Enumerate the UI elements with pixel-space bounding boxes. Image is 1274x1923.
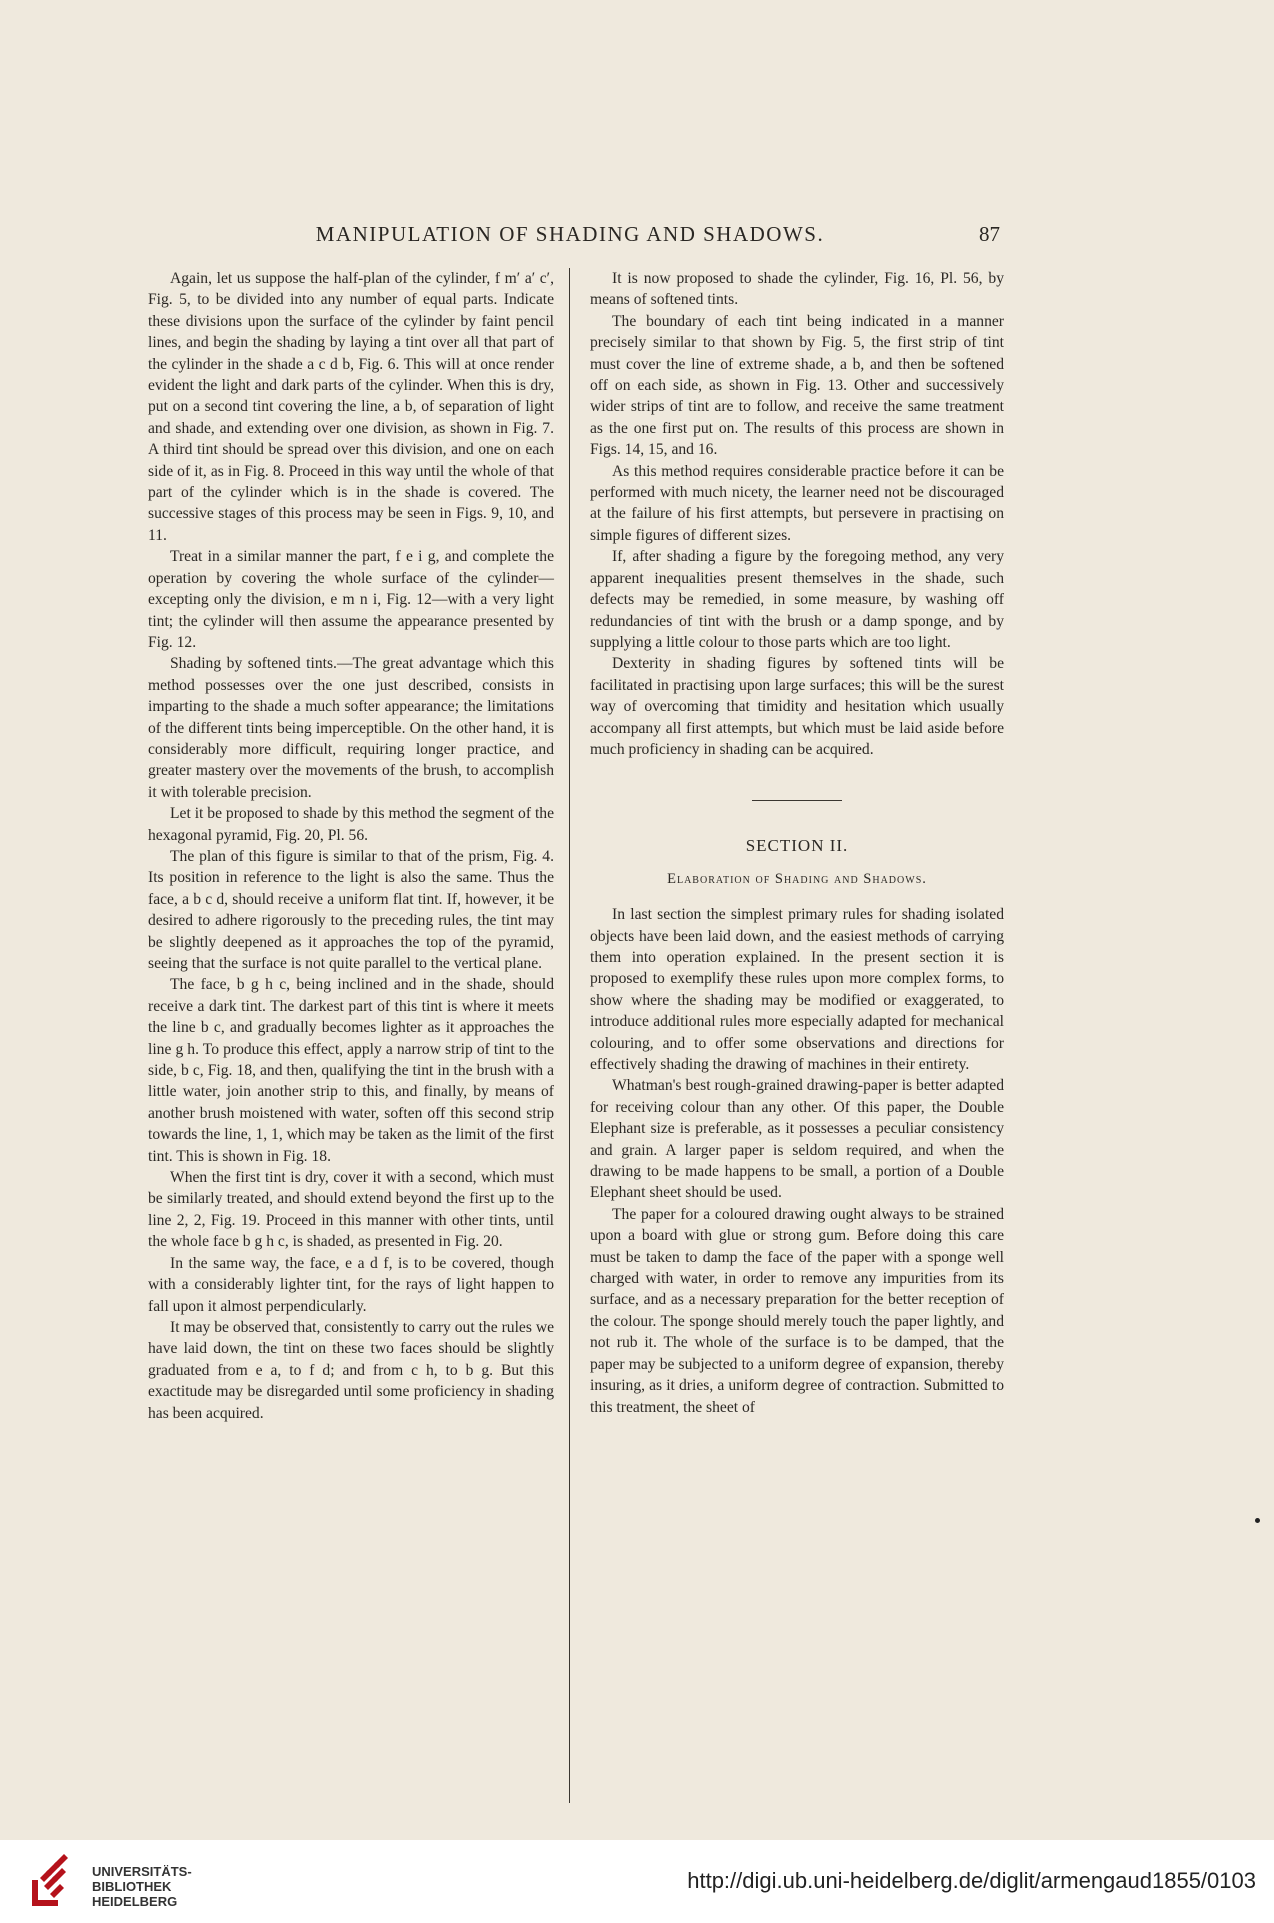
running-header — [140, 222, 1000, 252]
paragraph: The plan of this figure is similar to that of the prism, Fig. 4. Its position in reference to the light is also the same. Thus the face, a b c d, should receive a uniform flat tint. If, however, it be desired to adhere rigorously to the preceding rules, the tint may be slightly deepened as it approaches the top of the pyramid, seeing that the surface is not quite parallel to the vertical plane. — [148, 847, 554, 972]
paragraph: The face, b g h c, being inclined and in the shade, should receive a dark tint. The darkest part of this tint is where it meets the line b c, and gradually becomes lighter as it approaches the line g h. To produce this effect, apply a narrow strip of tint to the side, b c, Fig. 18, and then, qualifying the tint in the brush with a little water, join another strip to this, and finally, by means of another brush moistened with water, soften off this second strip towards the line, 1, 1, which may be taken as the limit of the first tint. This is shown in Fig. 18. — [148, 976, 554, 1165]
paragraph: The boundary of each tint being indicated in a manner precisely similar to that shown by Fig. 5, the first strip of tint must cover the line of extreme shade, a b, and then be softened off on each side, as shown in Fig. 13. Other and successively wider strips of tint are to follow, and receive the same treatment as the one first put on. The results of this process are shown in Figs. 14, 15, and 16. — [590, 312, 1004, 459]
paragraph: As this method requires considerable practice before it can be performed with much nicety, the learner need not be discouraged at the failure of his first attempts, but persevere in practising on simple figures of different sizes. — [590, 462, 1004, 544]
source-url-link[interactable]: http://digi.ub.uni-heidelberg.de/diglit/armengaud1855/0103 — [687, 1868, 1256, 1893]
paragraph: When the first tint is dry, cover it with a second, which must be similarly treated, and should extend beyond the first up to the line 2, 2, Fig. 19. Proceed in this manner with other tints, until the whole face b g h c, is shaded, as presented in Fig. 20. — [148, 1169, 554, 1251]
paragraph: It is now proposed to shade the cylinder, Fig. 16, Pl. 56, by means of softened tints. — [590, 270, 1004, 309]
paragraph: Let it be proposed to shade by this method the segment of the hexagonal pyramid, Fig. 20, Pl. 56. — [148, 805, 554, 844]
running-title: MANIPULATION OF SHADING AND SHADOWS. — [315, 222, 825, 246]
right-column — [590, 268, 1004, 1418]
margin-mark — [1255, 1518, 1260, 1523]
section-subtitle: Elaboration of Shading and Shadows. — [667, 870, 927, 887]
library-name: UNIVERSITÄTS- BIBLIOTHEK HEIDELBERG — [92, 1864, 192, 1909]
paragraph: Again, let us suppose the half-plan of the cylinder, f m′ a′ c′, Fig. 5, to be divided into any number of equal parts. Indicate these divisions upon the surface of the cylinder by faint pencil lines, and begin the shading by laying a tint over all that part of the cylinder in the shade a c d b, Fig. 6. This will at once render evident the light and dark parts of the cylinder. When this is dry, put on a second tint covering the line, a b, of separation of light and shade, and extending over one division, as shown in Fig. 7. A third tint should be spread over this division, and one on each side of it, as in Fig. 8. Proceed in this way until the whole of that part of the cylinder which is in the shade is covered. The successive stages of this process may be seen in Figs. 9, 10, and 11. — [148, 270, 554, 544]
paragraph: It may be observed that, consistently to carry out the rules we have laid down, the tint on these two faces should be slightly graduated from e a, to f d; and from c h, to b g. But this exactitude may be disregarded until some proficiency in shading has been acquired. — [148, 1318, 554, 1422]
paragraph: In last section the simplest primary rules for shading isolated objects have been laid down, and the easiest methods of carrying them into operation explained. In the present section it is proposed to exemplify these rules upon more complex forms, to show where the shading may be modified or exaggerated, to introduce additional rules more especially adapted for mechanical colouring, and to offer some observations and directions for effectively shading the drawing of machines in their entirety. — [590, 906, 1004, 1073]
paragraph: Whatman's best rough-grained drawing-paper is better adapted for receiving colour than any other. Of this paper, the Double Elephant size is preferable, as it possesses a peculiar consistency and grain. A larger paper is seldom required, and when the drawing to be made happens to be small, a portion of a Double Elephant sheet should be used. — [590, 1077, 1004, 1202]
paragraph: The paper for a coloured drawing ought always to be strained upon a board with glue or strong gum. Before doing this care must be taken to damp the face of the paper with a sponge well charged with water, in order to remove any impurities from its surface, and as a necessary preparation for the better reception of the colour. The sponge should merely touch the paper lightly, and not rub it. The whole of the surface is to be damped, that the paper may be subjected to a uniform degree of expansion, thereby insuring, as it dries, a uniform degree of contraction. Submitted to this treatment, the sheet of — [590, 1205, 1004, 1416]
paragraph: In the same way, the face, e a d f, is to be covered, though with a considerably lighter tint, for the rays of light happen to fall upon it almost perpendicularly. — [148, 1254, 554, 1315]
library-logo-icon — [30, 1852, 78, 1908]
paragraph: If, after shading a figure by the foregoing method, any very apparent inequalities present themselves in the shade, such defects may be remedied, in some measure, by washing off redundancies of tint with the brush or a damp sponge, and by supplying a little colour to those parts which are too light. — [590, 548, 1004, 651]
left-column — [148, 268, 554, 1424]
paragraph: Shading by softened tints.—The great advantage which this method possesses over the one just described, consists in imparting to the shade a much softer appearance; the limitations of the different tints being imperceptible. On the other hand, it is considerably more difficult, requiring longer practice, and greater mastery over the movements of the brush, to accomplish it with tolerable precision. — [148, 655, 554, 801]
paragraph: Dexterity in shading figures by softened tints will be facilitated in practising upon large surfaces; this will be the surest way of overcoming that timidity and hesitation which usually accompany all first attempts, but which must be laid aside before much proficiency in shading can be acquired. — [590, 655, 1004, 758]
section-rule — [752, 800, 842, 801]
paragraph: Treat in a similar manner the part, f e i g, and complete the operation by covering the whole surface of the cylinder—excepting only the division, e m n i, Fig. 12—with a very light tint; the cylinder will then assume the appearance presented by Fig. 12. — [148, 548, 554, 651]
page-number: 87 — [979, 222, 1000, 246]
section-title: SECTION II. — [745, 836, 849, 856]
footer-bar — [0, 1840, 1274, 1923]
column-divider — [569, 268, 570, 1803]
